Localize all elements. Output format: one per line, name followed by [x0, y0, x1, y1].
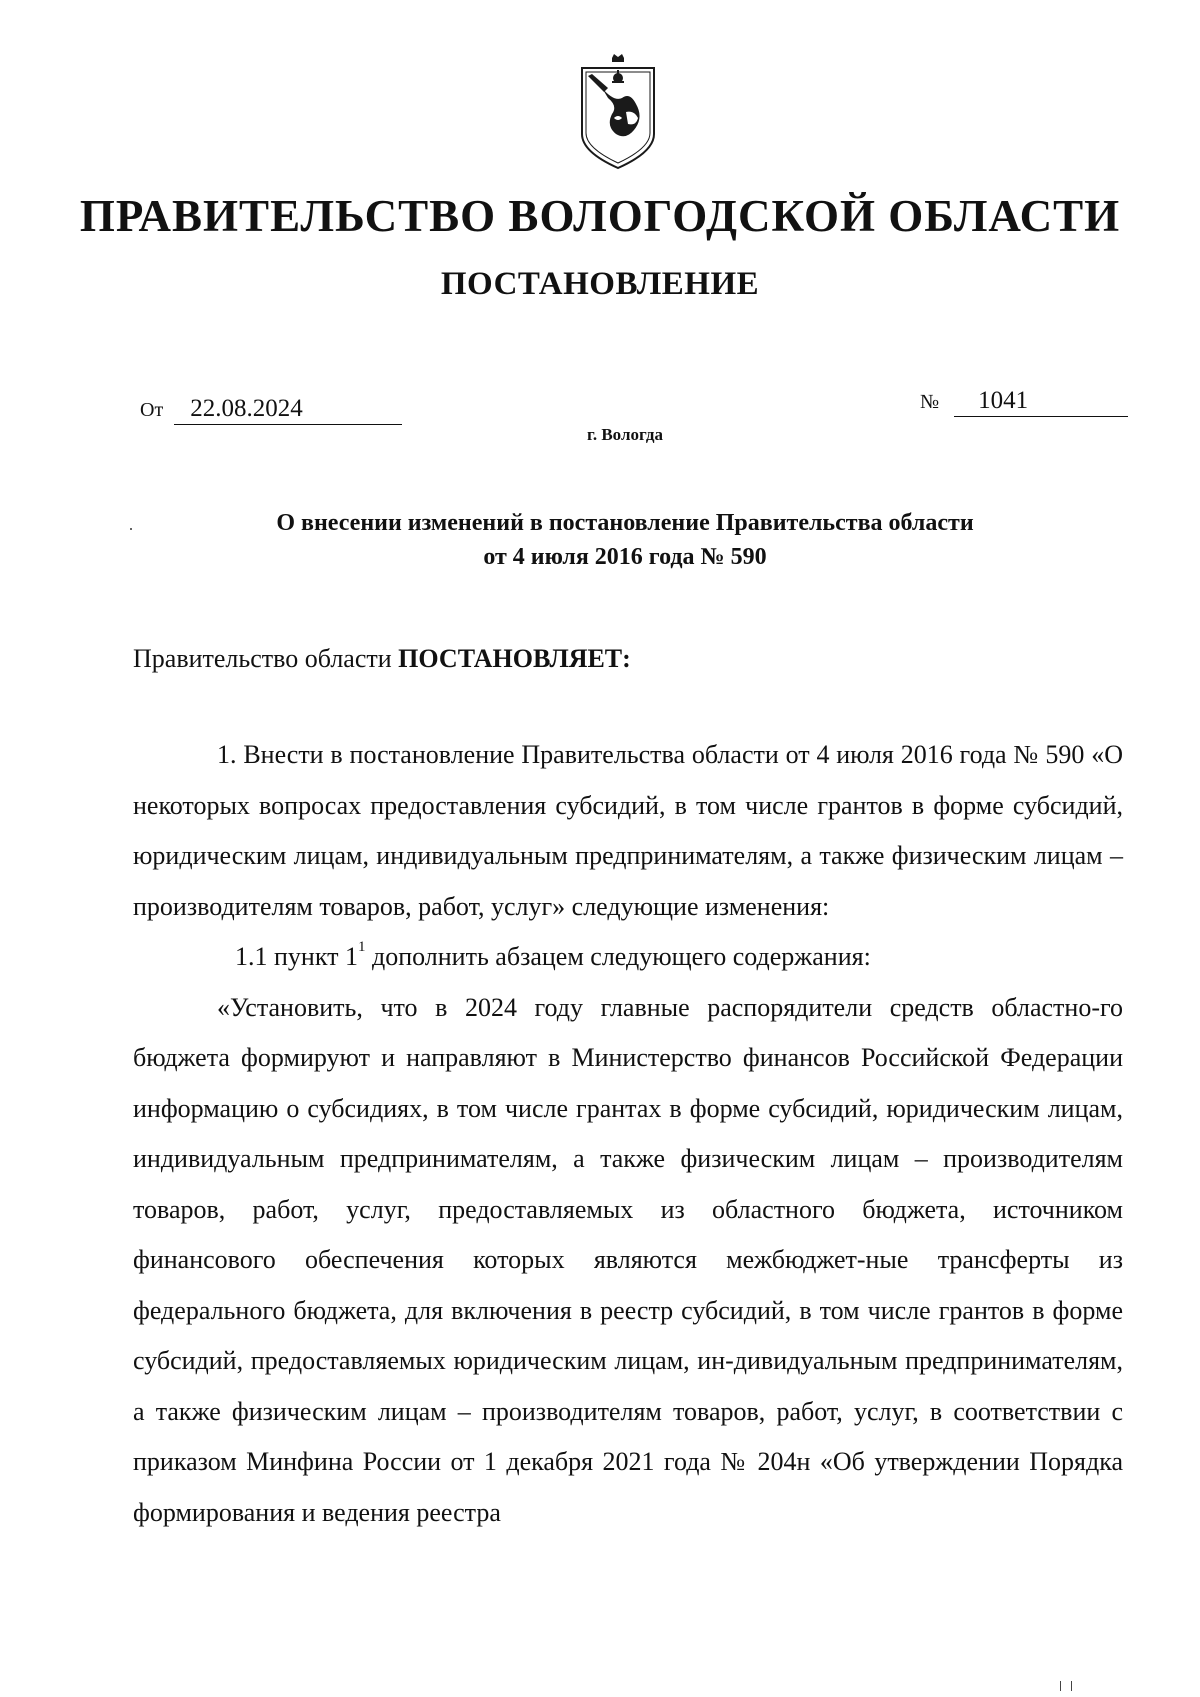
resolve-lead: Правительство области [133, 644, 392, 673]
document-body [133, 730, 1123, 1538]
paragraph-1-1-after: дополнить абзацем следующего содержания: [365, 942, 871, 971]
paragraph-1-1-superscript: 1 [357, 939, 366, 956]
document-type-title: ПОСТАНОВЛЕНИЕ [440, 266, 760, 302]
document-date: 22.08.2024 [174, 394, 402, 425]
document-number: 1041 [954, 386, 1128, 417]
resolve-verb: ПОСТАНОВЛЯЕТ: [398, 644, 631, 673]
government-title: ПРАВИТЕЛЬСТВО ВОЛОГОДСКОЙ ОБЛАСТИ [79, 191, 1121, 241]
number-prefix: № [920, 391, 940, 413]
coat-of-arms-emblem [578, 52, 658, 172]
paragraph-quote: «Установить, что в 2024 году главные распорядители средств областно-го бюджета формируют и направляют в Министерство финансов Российской Федерации информацию о субсидиях, в том числе грантах в форме субсидий, юридическим лицам, индивидуальным предпринимателям, а также физическим лицам – производителям товаров, работ, услуг, предоставляемых из областного бюджета, источником финансового обеспечения которых являются межбюджет-ные трансферты из федерального бюджета, для включения в реестр субсидий, в том числе грантов в форме субсидий, предоставляемых юридическим лицам, ин-дивидуальным предпринимателям, а также физическим лицам – производителям товаров, работ, услуг, в соответствии с приказом Минфина России от 1 декабря 2021 года № 204н «Об утверждении Порядка формирования и ведения реестра [133, 992, 1123, 1527]
paragraph-1-1 [133, 932, 1123, 983]
subject-line-2: от 4 июля 2016 года № 590 [483, 544, 767, 570]
document-subject [150, 506, 1100, 574]
scan-speck [130, 528, 132, 530]
resolve-statement [133, 642, 631, 676]
city-label: г. Вологда [587, 425, 663, 444]
date-prefix: От [140, 399, 164, 421]
paragraph-1-1-before: 1.1 пункт 1 [235, 942, 358, 971]
paragraph-1: 1. Внести в постановление Правительства области от 4 июля 2016 года № 590 «О некоторых вопросах предоставления субсидий, в том числе грантов в форме субсидий, юридическим лицам, индивидуальным предпринимателям, а также физическим лицам – производителям товаров, работ, услуг» следующие изменения: [133, 740, 1123, 921]
subject-line-1: О внесении изменений в постановление Правительства области [276, 510, 974, 536]
document-number-row [920, 386, 1128, 417]
scan-corner-mark [1060, 1681, 1072, 1691]
document-date-row [140, 394, 402, 425]
